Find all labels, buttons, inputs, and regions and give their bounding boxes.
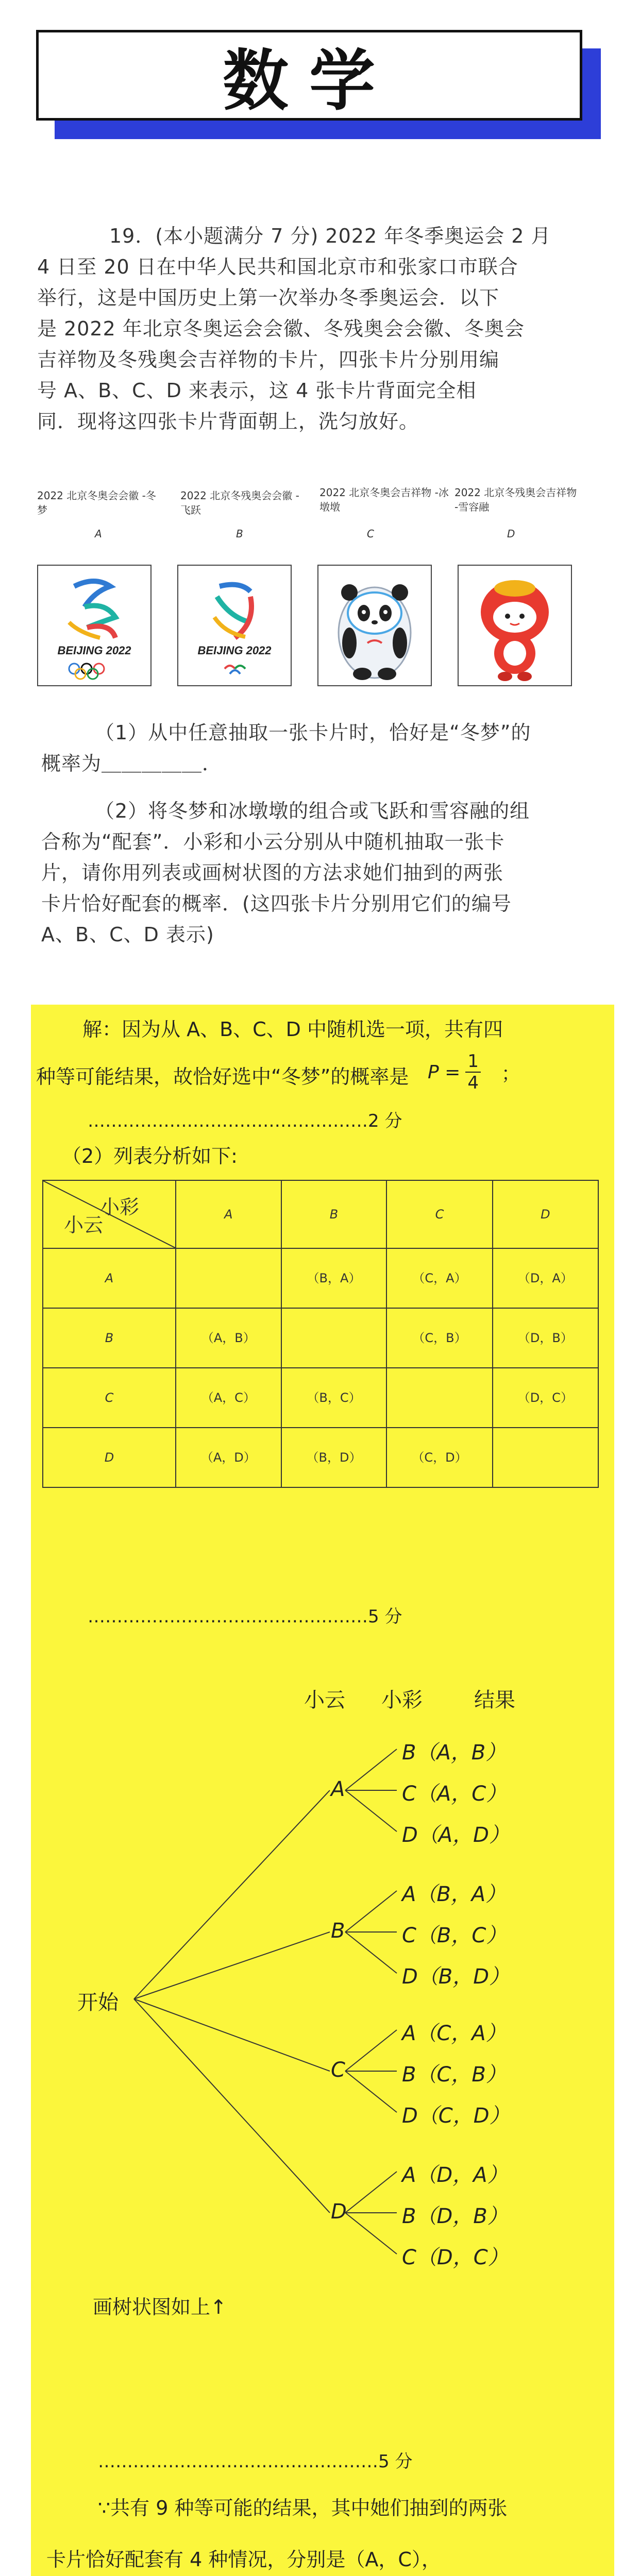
tree-leaf: B（A，B）	[402, 1741, 507, 1765]
table-header-row	[43, 1180, 598, 1248]
table-cell: （A，D）	[176, 1428, 281, 1487]
table-row-header: D	[43, 1428, 176, 1487]
bing-dwen-dwen-icon	[318, 566, 431, 685]
tree-leaf: A（B，A）	[402, 1883, 507, 1906]
table-cell: （B，A）	[281, 1248, 387, 1308]
question-line: 同．现将这四张卡片背面朝上，洗匀放好。	[37, 410, 419, 433]
probability-formula	[428, 1051, 520, 1093]
table-cell: （D，C）	[493, 1368, 598, 1428]
card-c	[317, 565, 432, 686]
question-line: 合称为“配套”．小彩和小云分别从中随机抽取一张卡	[41, 831, 505, 853]
header-left-label: 小云	[64, 1214, 104, 1236]
table-cell: （B，C）	[281, 1368, 387, 1428]
card-letter-b: B	[236, 528, 243, 540]
table-col-header: B	[281, 1180, 387, 1248]
table-cell	[493, 1428, 598, 1487]
question-line: 是 2022 年北京冬奥运会会徽、冬残奥会会徽、冬奥会	[37, 317, 525, 340]
table-col-header: A	[176, 1180, 281, 1248]
tree-caption: 画树状图如上↑	[93, 2296, 227, 2318]
table-row-header: B	[43, 1308, 176, 1368]
solution-panel	[31, 1005, 614, 2576]
table-col-header: C	[386, 1180, 492, 1248]
question-line: 吉祥物及冬残奥会吉祥物的卡片，四张卡片分别用编	[37, 348, 500, 371]
card-letter-c: C	[367, 528, 374, 540]
question-line: （1）从中任意抽取一张卡片时，恰好是“冬梦”的	[95, 721, 531, 744]
fraction-denominator: 4	[467, 1073, 479, 1093]
question-part1	[41, 717, 604, 779]
tree-leaf: B（D，B）	[402, 2205, 508, 2228]
table-cell: （C，B）	[386, 1308, 492, 1368]
question-line: 号 A、B、C、D 来表示，这 4 张卡片背面完全相	[37, 379, 477, 402]
tree-node-b: B	[331, 1919, 345, 1943]
tree-header-result: 结果	[474, 1688, 515, 1712]
banner-frame	[36, 30, 582, 121]
card-a	[37, 565, 151, 686]
tree-leaf: C（D，C）	[402, 2246, 509, 2269]
logo-text-a: BEIJING 2022	[57, 644, 131, 657]
question-line: 片，请你用列表或画树状图的方法求她们抽到的两张	[41, 861, 504, 884]
tree-leaf: B（C，B）	[402, 2063, 507, 2087]
table-row	[43, 1368, 598, 1428]
table-row	[43, 1428, 598, 1487]
fraction-numerator: 1	[465, 1051, 481, 1073]
table-cell: （D，B）	[493, 1308, 598, 1368]
page-title: 数学	[222, 43, 396, 120]
solution-line: 解：因为从 A、B、C、D 中随机选一项，共有四	[82, 1018, 503, 1041]
tree-leaf: A（C，A）	[402, 2022, 507, 2045]
table-intro: （2）列表分析如下:	[62, 1145, 238, 1167]
card-caption-a: 2022 北京冬奥会会徽 -冬梦	[37, 489, 156, 516]
table-cell: （B，D）	[281, 1428, 387, 1487]
table-cell: （A，B）	[176, 1308, 281, 1368]
question-line: 4 日至 20 日在中华人民共和国北京市和张家口市联合	[37, 256, 518, 278]
tree-leaf: A（D，A）	[402, 2163, 508, 2187]
title-banner	[36, 30, 598, 139]
table-cell: （D，A）	[493, 1248, 598, 1308]
question-line: 举行，这是中国历史上第一次举办冬季奥运会．以下	[37, 286, 500, 309]
table-corner-cell	[43, 1180, 176, 1248]
card-caption-c: 2022 北京冬奥会吉祥物 -冰墩墩	[319, 486, 449, 513]
tree-node-a: A	[331, 1777, 345, 1801]
table-row	[43, 1248, 598, 1308]
tree-leaf: D（A，D）	[402, 1823, 510, 1847]
formula-label: P =	[428, 1061, 461, 1083]
question-line: 卡片恰好配套的概率．(这四张卡片分别用它们的编号	[41, 892, 512, 915]
table-cell	[386, 1368, 492, 1428]
tree-leaf: D（B，D）	[402, 1965, 510, 1989]
outcome-table	[42, 1180, 599, 1488]
card-b	[177, 565, 292, 686]
table-cell	[281, 1308, 387, 1368]
question-part2	[41, 795, 604, 950]
question-line: A、B、C、D 表示)	[41, 923, 214, 946]
tree-node-c: C	[331, 2058, 345, 2082]
tree-header-xiaocai: 小彩	[381, 1688, 423, 1712]
card-caption-b: 2022 北京冬残奥会会徽 -飞跃	[180, 489, 299, 516]
score-marker: …………………………………………2 分	[88, 1111, 402, 1131]
table-cell	[176, 1248, 281, 1308]
card-caption-d: 2022 北京冬残奥会吉祥物 -雪容融	[454, 486, 577, 513]
tree-leaf: C（A，C）	[402, 1782, 507, 1806]
logo-text-b: BEIJING 2022	[197, 644, 272, 657]
question-line: 概率为＿＿＿＿＿．	[41, 752, 223, 775]
tree-leaf: D（C，D）	[402, 2104, 510, 2128]
conclusion-line: 卡片恰好配套有 4 种情况，分别是（A，C），	[46, 2548, 441, 2571]
card-d	[458, 565, 572, 686]
tree-header-xiaoyun: 小云	[304, 1688, 345, 1712]
score-marker: …………………………………………5 分	[98, 2451, 413, 2472]
shuey-rhon-rhon-icon	[459, 566, 571, 685]
table-col-header: D	[493, 1180, 598, 1248]
table-cell: （A，C）	[176, 1368, 281, 1428]
header-top-label: 小彩	[99, 1196, 139, 1218]
table-cell: （C，A）	[386, 1248, 492, 1308]
question-line: （2）将冬梦和冰墩墩的组合或飞跃和雪容融的组	[95, 800, 530, 822]
fraction	[465, 1051, 481, 1093]
score-marker: …………………………………………5 分	[88, 1606, 402, 1627]
solution-line: 种等可能结果，故恰好选中“冬梦”的概率是	[36, 1065, 409, 1088]
card-letter-a: A	[95, 528, 102, 540]
question-line: 19．(本小题满分 7 分) 2022 年冬季奥运会 2 月	[109, 225, 551, 247]
tree-leaf: C（B，C）	[402, 1924, 507, 1947]
card-letter-d: D	[507, 528, 515, 540]
table-row	[43, 1308, 598, 1368]
table-row-header: C	[43, 1368, 176, 1428]
conclusion-line: ∵共有 9 种等可能的结果，其中她们抽到的两张	[98, 2497, 508, 2519]
table-cell: （C，D）	[386, 1428, 492, 1487]
formula-end: ；	[501, 1063, 520, 1084]
paralympics-emblem-icon	[178, 566, 291, 685]
question-text	[37, 221, 604, 437]
tree-root: 开始	[77, 1991, 119, 2014]
winter-olympics-emblem-icon	[38, 566, 150, 685]
table-row-header: A	[43, 1248, 176, 1308]
tree-node-d: D	[331, 2200, 347, 2224]
